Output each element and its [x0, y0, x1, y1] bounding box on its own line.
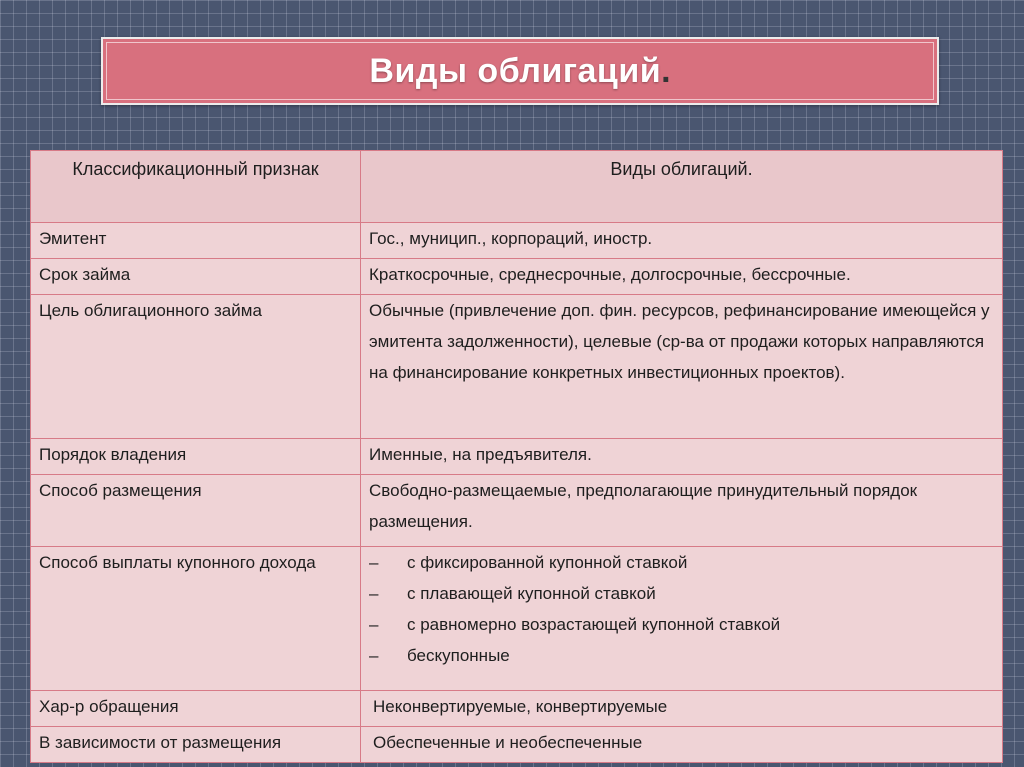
- list-item-text: с фиксированной купонной ставкой: [407, 553, 688, 572]
- title-banner: [101, 37, 939, 105]
- table-row: [31, 439, 1003, 475]
- criterion-cell: Порядок владения: [31, 439, 361, 475]
- table-header-row: [31, 151, 1003, 223]
- criterion-cell: В зависимости от размещения: [31, 727, 361, 763]
- types-list-cell: [361, 547, 1003, 691]
- criterion-cell: Способ размещения: [31, 475, 361, 547]
- table-row: [31, 691, 1003, 727]
- bullet-dash: –: [369, 615, 379, 634]
- list-item: [369, 609, 994, 640]
- list-item-text: с плавающей купонной ставкой: [407, 584, 656, 603]
- slide-title: Виды облигаций: [369, 51, 662, 90]
- bullet-dash: –: [369, 553, 379, 572]
- header-types: Виды облигаций.: [361, 151, 1003, 223]
- criterion-cell: Эмитент: [31, 223, 361, 259]
- bullet-dash: –: [369, 584, 379, 603]
- bond-types-table: [30, 150, 1003, 763]
- table-row: [31, 475, 1003, 547]
- types-cell: Именные, на предъявителя.: [361, 439, 1003, 475]
- table-row: [31, 727, 1003, 763]
- criterion-cell: Хар-р обращения: [31, 691, 361, 727]
- table-row: [31, 223, 1003, 259]
- bullet-dash: –: [369, 646, 379, 665]
- table-row: [31, 295, 1003, 439]
- criterion-cell: Способ выплаты купонного дохода: [31, 547, 361, 691]
- table-row: [31, 547, 1003, 691]
- title-period: .: [661, 51, 671, 90]
- types-cell: Свободно-размещаемые, предполагающие принудительный порядок размещения.: [361, 475, 1003, 547]
- list-item: [369, 640, 994, 671]
- criterion-cell: Срок займа: [31, 259, 361, 295]
- types-cell: Обеспеченные и необеспеченные: [361, 727, 1003, 763]
- types-cell: Неконвертируемые, конвертируемые: [361, 691, 1003, 727]
- list-item-text: бескупонные: [407, 646, 510, 665]
- types-cell: Краткосрочные, среднесрочные, долгосрочные, бессрочные.: [361, 259, 1003, 295]
- list-item: [369, 578, 994, 609]
- criterion-cell: Цель облигационного займа: [31, 295, 361, 439]
- list-item: [369, 547, 994, 578]
- types-cell: Гос., муницип., корпораций, иностр.: [361, 223, 1003, 259]
- list-item-text: с равномерно возрастающей купонной ставкой: [407, 615, 781, 634]
- table-row: [31, 259, 1003, 295]
- types-cell: Обычные (привлечение доп. фин. ресурсов, рефинансирование имеющейся у эмитента задолженности), целевые (ср-ва от продажи которых направляются на финансирование конкретных инвестиционных проектов).: [361, 295, 1003, 439]
- header-criterion: Классификационный признак: [31, 151, 361, 223]
